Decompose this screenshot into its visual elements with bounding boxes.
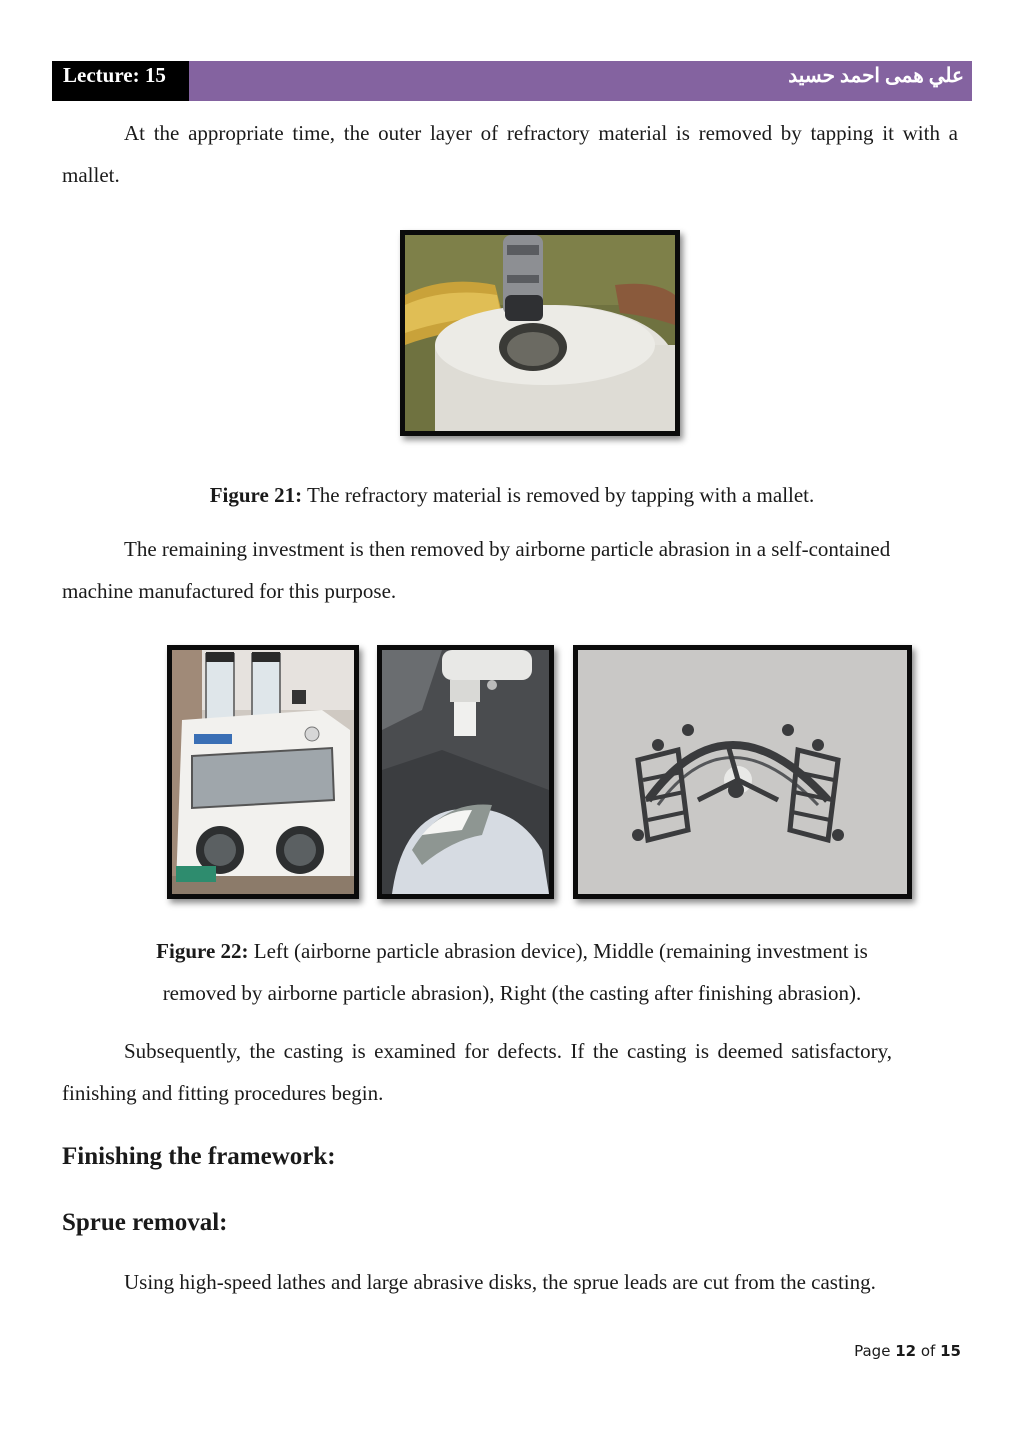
heading-sprue: Sprue removal:: [62, 1209, 228, 1236]
heading-finishing: Finishing the framework:: [62, 1143, 336, 1170]
page-total: 15: [940, 1342, 961, 1360]
mallet-image: [405, 235, 675, 431]
paragraph-examine: Subsequently, the casting is examined for defects. If the casting is deemed satisfactory, finishing and fitting procedures begin.: [62, 1039, 892, 1105]
figure-22-text-line1: Left (airborne particle abrasion device), Middle (remaining investment is: [253, 939, 868, 963]
paragraph-sprue-removal: Using high-speed lathes and large abrasive disks, the sprue leads are cut from the casting.: [124, 1270, 876, 1294]
figure-22-right-photo: [573, 645, 912, 899]
figure-22-label: Figure 22:: [156, 939, 249, 963]
page-of: of: [920, 1342, 936, 1360]
figure-21-caption: [0, 474, 1024, 516]
page-current: 12: [895, 1342, 917, 1360]
figure-21-label: Figure 21:: [209, 483, 303, 507]
finished-casting-image: [578, 650, 907, 894]
figure-22-left-photo: [167, 645, 359, 899]
figure-21-text: The refractory material is removed by tapping with a mallet.: [306, 483, 815, 507]
figure-22-caption-line2: removed by airborne particle abrasion), Right (the casting after finishing abrasion).: [162, 981, 862, 1005]
figure-22-middle-photo: [377, 645, 554, 899]
paragraph-abrasion: The remaining investment is then removed by airborne particle abrasion in a self-contained machine manufactured for this purpose.: [62, 537, 891, 603]
paragraph-mallet: At the appropriate time, the outer layer of refractory material is removed by tapping it with a mallet.: [62, 121, 958, 187]
figure-21-photo: [400, 230, 680, 436]
investment-removal-image: [382, 650, 549, 894]
figure-22-caption-line1: [0, 930, 1024, 972]
lecture-label: Lecture: 15: [52, 61, 189, 101]
page-prefix: Page: [854, 1342, 891, 1360]
author-name: علي همى احمد حسيد: [788, 65, 964, 87]
abrasion-device-image: [172, 650, 354, 894]
page-number: [854, 1342, 961, 1360]
